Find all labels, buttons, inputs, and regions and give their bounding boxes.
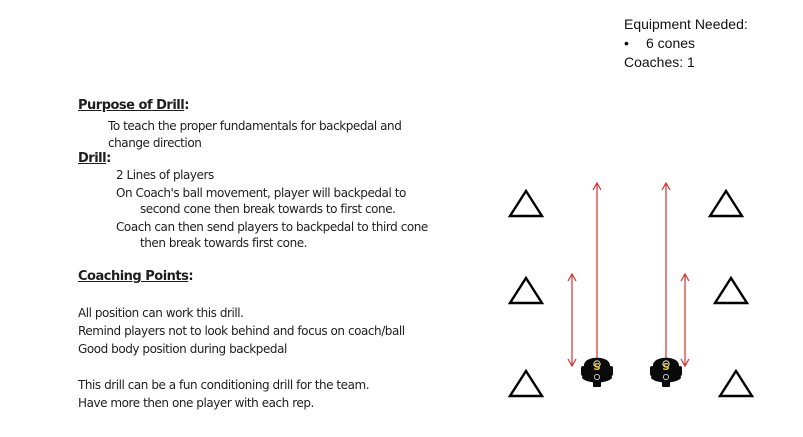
drill-heading-colon: : — [106, 151, 111, 166]
player-label: S — [593, 362, 601, 373]
drill-line: second cone then break towards to first cone. — [140, 202, 396, 216]
cone-icon — [710, 191, 742, 216]
purpose-text: To teach the proper fundamentals for backpedal and change direction — [108, 119, 402, 150]
extra-note: Have more then one player with each rep. — [78, 396, 314, 410]
equipment-title: Equipment Needed: — [624, 16, 748, 32]
coaching-point: All position can work this drill. — [78, 306, 244, 320]
equipment-item-text: 6 cones — [646, 35, 696, 51]
bullet-icon: • — [624, 35, 629, 51]
coaching-heading-colon: : — [188, 269, 194, 284]
cone-icon — [715, 278, 747, 303]
player-label: S — [662, 362, 670, 373]
drill-line: 2 Lines of players — [116, 168, 214, 182]
player-icon — [581, 358, 613, 387]
extra-note: This drill can be a fun conditioning drill for the team. — [78, 378, 370, 392]
drill-line: then break towards first cone. — [140, 236, 308, 250]
player-icon — [650, 358, 682, 387]
coaching-point: Remind players not to look behind and focus on coach/ball — [78, 324, 405, 338]
drill-line: Coach can then send players to backpedal to third cone — [116, 220, 428, 234]
break-arrow-icon — [568, 274, 576, 366]
coaching-heading-text: Coaching Points — [78, 269, 189, 284]
coaches-count: Coaches: 1 — [624, 54, 695, 70]
drill-heading-text: Drill — [78, 151, 107, 166]
cone-icon — [720, 371, 752, 396]
backpedal-arrow-icon — [593, 183, 601, 368]
coaching-point: Good body position during backpedal — [78, 342, 287, 356]
cone-icon — [510, 371, 542, 396]
backpedal-arrow-icon — [662, 183, 670, 368]
cone-icon — [510, 278, 542, 303]
break-arrow-icon — [681, 274, 689, 366]
purpose-heading-text: Purpose of Drill — [78, 98, 185, 113]
drill-line: On Coach's ball movement, player will backpedal to — [116, 186, 406, 200]
cone-icon — [510, 191, 542, 216]
purpose-heading-colon: : — [184, 98, 189, 113]
